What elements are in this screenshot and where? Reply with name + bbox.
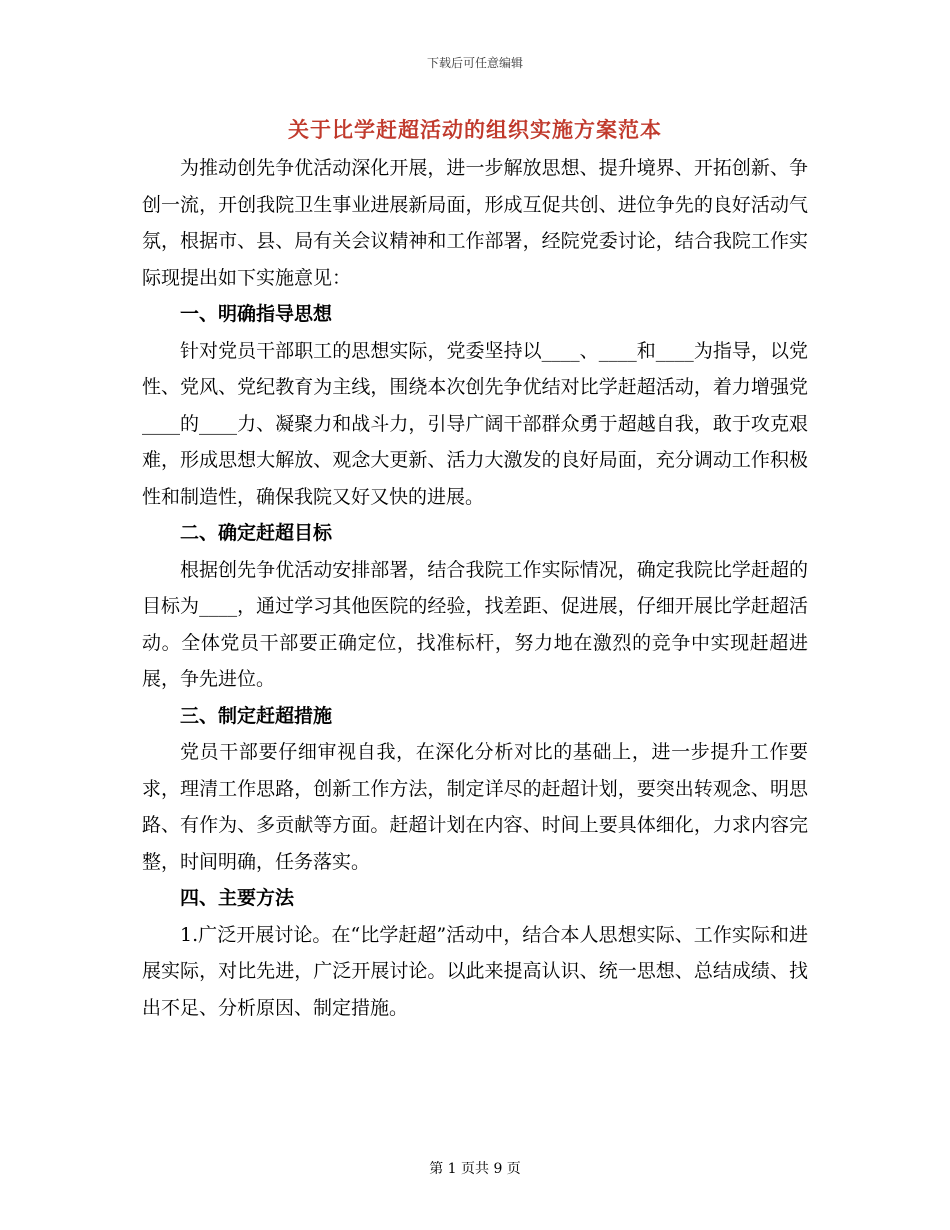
section-heading-measures: 三、制定赶超措施 <box>180 704 333 727</box>
document-title: 关于比学赶超活动的组织实施方案范本 <box>288 117 662 142</box>
page-number: 第 1 页共 9 页 <box>429 1161 521 1177</box>
section-heading-methods: 四、主要方法 <box>180 887 295 909</box>
targets-paragraph: 根据创先争优活动安排部署，结合我院工作实际情况，确定我院比学赶超的目标为____，通过学习其他医院的经验，找差距、促进展，仔细开展比学赶超活动。全体党员干部要正确定位，找准标杆，努力地在激烈的竞争中实现赶超进展，争先进位。 <box>142 558 808 690</box>
section-heading-targets: 二、确定赶超目标 <box>180 522 333 544</box>
header-note: 下载后可任意编辑 <box>426 56 523 70</box>
section-heading-guiding-thought: 一、明确指导思想 <box>180 303 333 325</box>
measures-paragraph: 党员干部要仔细审视自我，在深化分析对比的基础上，进一步提升工作要求，理清工作思路，创新工作方法，制定详尽的赶超计划，要突出转观念、明思路、有作为、多贡献等方面。赶超计划在内容、时间上要具体细化，力求内容完整，时间明确，任务落实。 <box>142 741 808 873</box>
intro-paragraph: 为推动创先争优活动深化开展，进一步解放思想、提升境界、开拓创新、争创一流，开创我院卫生事业进展新局面，形成互促共创、进位争先的良好活动气氛，根据市、县、局有关会议精神和工作部署，经院党委讨论，结合我院工作实际现提出如下实施意见： <box>142 157 808 289</box>
document-body <box>142 150 808 1026</box>
methods-paragraph: 1.广泛开展讨论。在“比学赶超”活动中，结合本人思想实际、工作实际和进展实际，对比先进，广泛开展讨论。以此来提高认识、统一思想、总结成绩、找出不足、分析原因、制定措施。 <box>142 923 808 1019</box>
guiding-thought-paragraph: 针对党员干部职工的思想实际，党委坚持以____、____和____为指导，以党性、党风、党纪教育为主线，围绕本次创先争优结对比学赶超活动，着力增强党____的____力、凝聚力和战斗力，引导广阔干部群众勇于超越自我，敢于攻克艰难，形成思想大解放、观念大更新、活力大激发的良好局面，充分调动工作积极性和制造性，确保我院又好又快的进展。 <box>142 339 808 508</box>
